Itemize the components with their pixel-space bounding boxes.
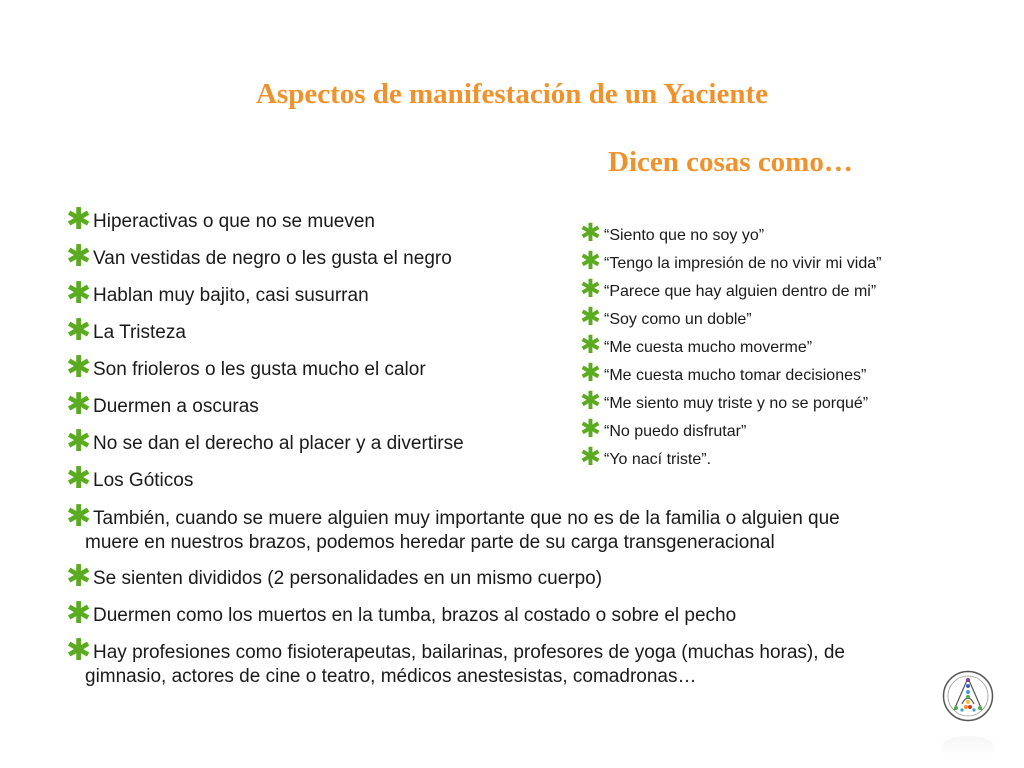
list-item: ✱ También, cuando se muere alguien muy importante que no es de la familia o alguien que muere en nuestros brazos, podemos heredar parte de su carga transgeneracional (66, 499, 840, 553)
asterisk-bullet-icon: ✱ (580, 246, 601, 275)
quote-item: ✱ “Siento que no soy yo” (580, 218, 765, 247)
chakra-figure-logo-icon (942, 670, 994, 722)
asterisk-bullet-icon: ✱ (66, 350, 92, 385)
asterisk-bullet-icon: ✱ (66, 633, 92, 668)
list-item: ✱ Los Góticos (66, 461, 194, 496)
logo-reflection (942, 736, 994, 756)
asterisk-bullet-icon: ✱ (580, 330, 601, 359)
list-item: ✱ Se sienten divididos (2 personalidades en un mismo cuerpo) (66, 559, 603, 594)
list-item: ✱ Duermen como los muertos en la tumba, brazos al costado o sobre el pecho (66, 596, 737, 631)
list-item: ✱ Hablan muy bajito, casi susurran (66, 276, 369, 311)
asterisk-bullet-icon: ✱ (580, 442, 601, 471)
list-item: ✱ Son frioleros o les gusta mucho el calor (66, 350, 426, 385)
asterisk-bullet-icon: ✱ (580, 218, 601, 247)
list-item: ✱ No se dan el derecho al placer y a divertirse (66, 424, 464, 459)
quote-item: ✱ “No puedo disfrutar” (580, 414, 747, 443)
asterisk-bullet-icon: ✱ (66, 276, 92, 311)
asterisk-bullet-icon: ✱ (580, 386, 601, 415)
list-item: ✱ Hay profesiones como fisioterapeutas, bailarinas, profesores de yoga (muchas horas), de gimnasio, actores de cine o teatro, médicos anestesistas, comadronas… (66, 633, 845, 687)
asterisk-bullet-icon: ✱ (66, 387, 92, 422)
quote-item: ✱ “Yo nací triste”. (580, 442, 712, 471)
quote-item: ✱ “Me cuesta mucho tomar decisiones” (580, 358, 867, 387)
asterisk-bullet-icon: ✱ (66, 239, 92, 274)
list-item: ✱ Hiperactivas o que no se mueven (66, 202, 375, 237)
asterisk-bullet-icon: ✱ (66, 461, 92, 496)
quote-item: ✱ “Soy como un doble” (580, 302, 752, 331)
asterisk-bullet-icon: ✱ (66, 499, 92, 534)
asterisk-bullet-icon: ✱ (66, 559, 92, 594)
asterisk-bullet-icon: ✱ (580, 302, 601, 331)
asterisk-bullet-icon: ✱ (66, 202, 92, 237)
asterisk-bullet-icon: ✱ (66, 596, 92, 631)
slide-title: Aspectos de manifestación de un Yaciente (255, 78, 769, 110)
quote-item: ✱ “Me cuesta mucho moverme” (580, 330, 813, 359)
asterisk-bullet-icon: ✱ (66, 424, 92, 459)
quote-item: ✱ “Tengo la impresión de no vivir mi vida” (580, 246, 882, 275)
list-item: ✱ Van vestidas de negro o les gusta el negro (66, 239, 452, 274)
asterisk-bullet-icon: ✱ (66, 313, 92, 348)
list-item: ✱ Duermen a oscuras (66, 387, 259, 422)
list-item: ✱ La Tristeza (66, 313, 186, 348)
quote-item: ✱ “Me siento muy triste y no se porqué” (580, 386, 869, 415)
asterisk-bullet-icon: ✱ (580, 358, 601, 387)
asterisk-bullet-icon: ✱ (580, 274, 601, 303)
quote-item: ✱ “Parece que hay alguien dentro de mi” (580, 274, 877, 303)
quotes-heading: Dicen cosas como… (608, 146, 853, 178)
asterisk-bullet-icon: ✱ (580, 414, 601, 443)
